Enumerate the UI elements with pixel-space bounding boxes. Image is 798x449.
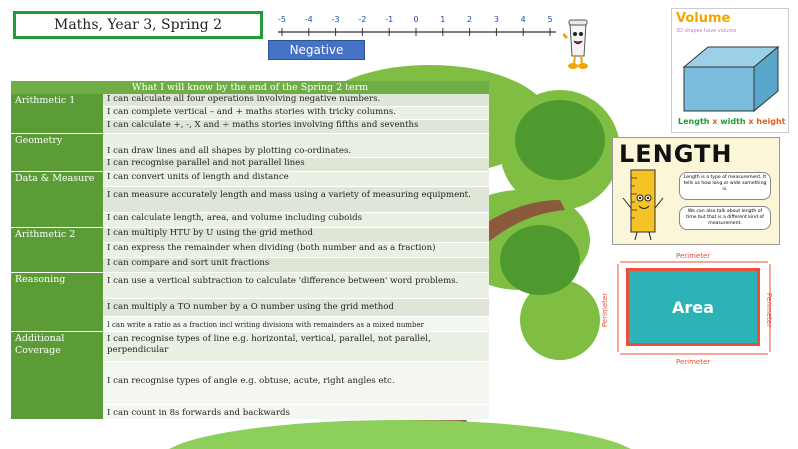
table-row: I can count in 8s forwards and backwards [103, 405, 489, 420]
page-title: Maths, Year 3, Spring 2 [13, 11, 263, 39]
table-row: I can calculate length, area, and volume including cuboids [103, 213, 489, 228]
table-row: I can draw lines and all shapes by plotting co-ordinates. [103, 134, 489, 158]
perimeter-right: Perimeter [765, 292, 774, 328]
length-card [612, 137, 780, 245]
table-row: I can calculate all four operations involving negative numbers. [103, 94, 489, 107]
number-line [272, 10, 562, 44]
table-row: I can express the remainder when dividing (both number and as a fraction) [103, 243, 489, 258]
table-header: What I will know by the end of the Spring 2 term [11, 81, 489, 94]
number-line-label: -1 [385, 15, 394, 24]
table-row: I can recognise parallel and not parallel lines [103, 158, 489, 172]
perimeter-top: Perimeter [676, 252, 711, 260]
table-row: I can convert units of length and distance [103, 172, 489, 187]
number-line-label: 1 [440, 15, 446, 24]
cuboid-icon [680, 41, 782, 113]
number-line-label: -5 [278, 15, 286, 24]
number-line-label: 0 [413, 15, 419, 24]
volume-subtitle: 3D shapes have volume [676, 28, 737, 34]
category-additional-coverage: Additional Coverage [11, 332, 103, 420]
category-data-measure: Data & Measure [11, 172, 103, 228]
table-row: I can use a vertical subtraction to calculate 'difference between' word problems. [103, 273, 489, 299]
mascot-icon [563, 16, 593, 74]
table-row: I can multiply a TO number by a O number using the grid method [103, 299, 489, 317]
number-line-label: 4 [520, 15, 526, 24]
formula-times-2: x [748, 117, 754, 126]
length-bubble-2: We can also talk about length of time but that is a different kind of measurement. [679, 206, 771, 230]
negative-label: Negative [268, 40, 365, 60]
table-row: I can compare and sort unit fractions [103, 258, 489, 273]
formula-width: width [720, 117, 746, 126]
table-row: I can write a ratio as a fraction incl writing divisions with remainders as a mixed number [103, 317, 489, 332]
number-line-label: -4 [304, 15, 313, 24]
table-row: I can calculate +, -, X and ÷ maths stories involving fifths and sevenths [103, 120, 489, 134]
ruler-character-icon [621, 168, 665, 242]
number-line-label: 3 [493, 15, 499, 24]
category-geometry: Geometry [11, 134, 103, 172]
perimeter-left: Perimeter [601, 292, 610, 328]
formula-times-1: x [712, 117, 718, 126]
length-bubble-1: Length is a type of measurement. It tells us how long or wide something is. [679, 172, 771, 200]
formula-length: Length [678, 117, 710, 126]
category-arithmetic-2: Arithmetic 2 [11, 228, 103, 273]
table-row: I can recognise types of angle e.g. obtuse, acute, right angles etc. [103, 362, 489, 405]
table-row: I can complete vertical – and + maths stories with tricky columns. [103, 107, 489, 120]
area-card [600, 250, 788, 370]
table-row: I can measure accurately length and mass using a variety of measuring equipment. [103, 187, 489, 213]
table-row: I can multiply HTU by U using the grid method [103, 228, 489, 243]
volume-title: Volume [676, 11, 731, 26]
formula-height: height [756, 117, 786, 126]
number-line-label: 5 [547, 15, 553, 24]
number-line-label: -2 [358, 15, 367, 24]
category-reasoning: Reasoning [11, 273, 103, 332]
knowledge-table [11, 81, 489, 420]
category-arithmetic-1: Arithmetic 1 [11, 94, 103, 134]
volume-card [671, 8, 789, 133]
length-title: LENGTH [619, 140, 733, 168]
perimeter-bottom: Perimeter [676, 358, 711, 366]
number-line-label: 2 [467, 15, 473, 24]
number-line-label: -3 [331, 15, 340, 24]
area-label: Area [672, 297, 714, 317]
area-rectangle [626, 268, 760, 346]
table-row: I can recognise types of line e.g. horizontal, vertical, parallel, not parallel, perpendicular [103, 332, 489, 362]
